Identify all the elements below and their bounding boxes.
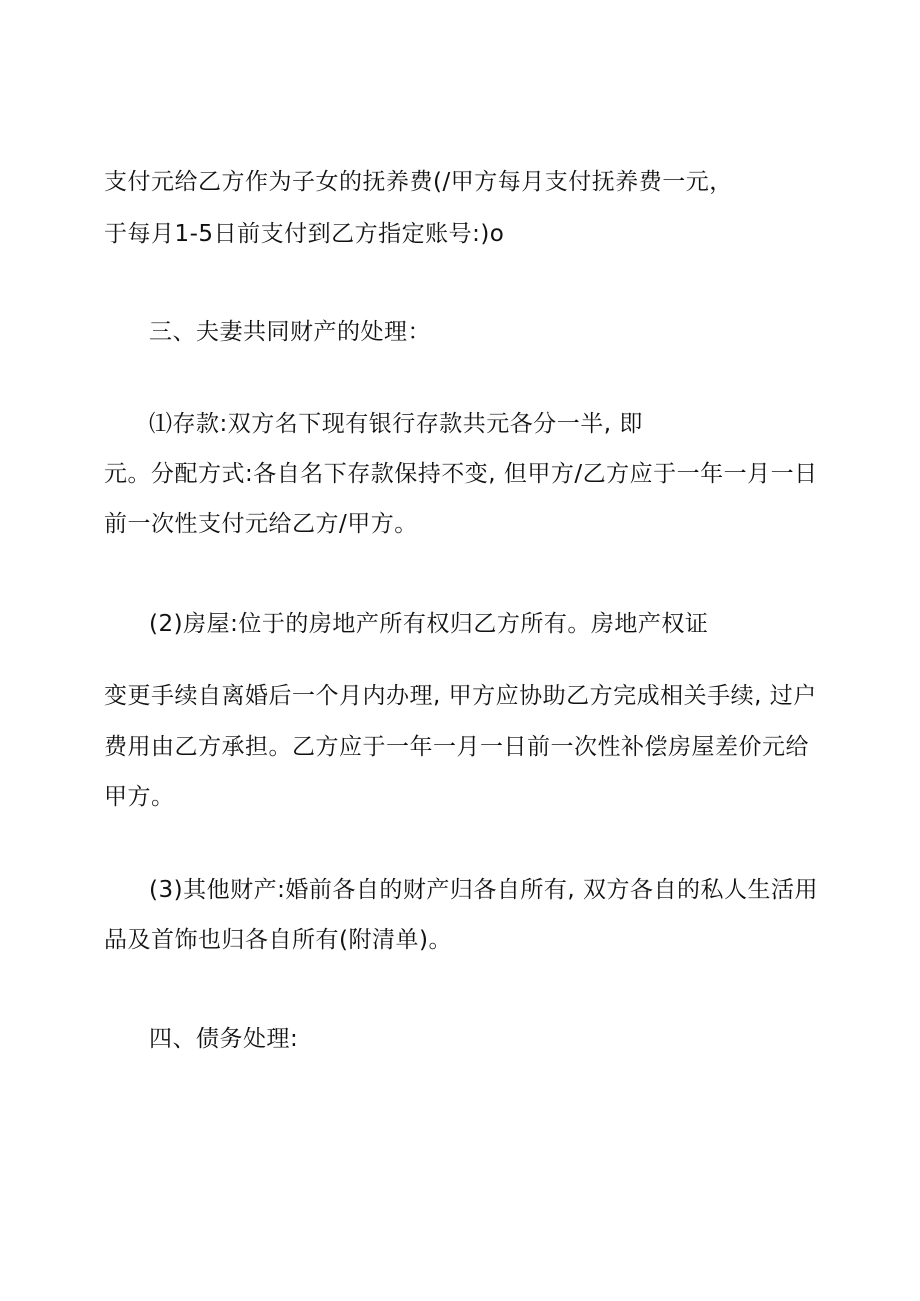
paragraph-line: 支付元给乙方作为子女的抚养费(/甲方每月支付抚养费一元，	[104, 169, 733, 195]
paragraph-line: 于每月1-5日前支付到乙方指定账号:)o	[104, 221, 505, 247]
paragraph-line: 品及首饰也归各自所有(附清单)。	[104, 927, 452, 953]
paragraph-line: ⑴存款:双方名下现有银行存款共元各分一半, 即	[149, 411, 643, 437]
paragraph-line: (2)房屋:位于的房地产所有权归乙方所有。房地产权证	[149, 611, 709, 637]
section-heading-debt: 四、债务处理:	[149, 1026, 299, 1052]
paragraph-line: 甲方。	[104, 784, 175, 810]
section-heading-property: 三、夫妻共同财产的处理：	[149, 319, 431, 345]
paragraph-line: (3)其他财产:婚前各自的财产归各自所有, 双方各自的私人生活用	[149, 877, 818, 903]
paragraph-line: 变更手续自离婚后一个月内办理, 甲方应协助乙方完成相关手续, 过户	[104, 683, 817, 709]
paragraph-line: 费用由乙方承担。乙方应于一年一月一日前一次性补偿房屋差价元给	[104, 734, 809, 760]
paragraph-line: 前一次性支付元给乙方/甲方。	[104, 511, 418, 537]
paragraph-line: 元。分配方式:各自名下存款保持不变, 但甲方/乙方应于一年一月一日	[104, 461, 818, 487]
